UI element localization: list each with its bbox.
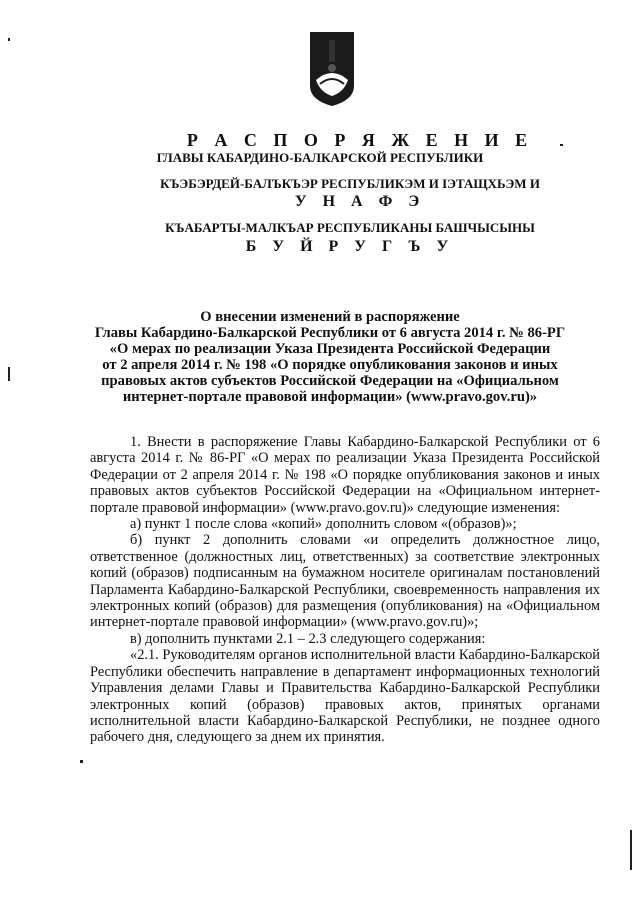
coat-of-arms-emblem: [308, 30, 356, 108]
title-line: от 2 апреля 2014 г. № 198 «О порядке опубликования законов и иных: [102, 357, 558, 373]
header-order-kbd: У Н А Ф Э: [294, 193, 426, 210]
paragraph-subitem-v: в) дополнить пунктами 2.1 – 2.3 следующего содержания:: [130, 630, 486, 647]
title-line: интернет-портале правовой информации» (www.pravo.gov.ru)»: [122, 389, 538, 405]
paragraph-item-2-1: «2.1. Руководителям органов исполнительной власти Кабардино-Балкарской Республики обеспечить направление в департамент информационных технологий Управления делами Главы и Правительства Кабардино-Балкарской Республики электронных копий (образов) правовых актов, принятых органами исполнительной власти Кабардино-Балкарской Республики, не позднее одного рабочего дня, следующего за днем их принятия.: [90, 647, 600, 746]
paragraph-item-1: 1. Внести в распоряжение Главы Кабардино-Балкарской Республики от 6 августа 2014 г. № 86-РГ «О мерах по реализации Указа Президента Российской Федерации от 2 апреля 2014 г. № 198 «О порядке опубликования законов и иных правовых актов субъектов Российской Федерации на «Официальном интернет-портале правовой информации» (www.pravo.gov.ru)» следующие изменения:: [90, 434, 600, 516]
scan-speck: [80, 760, 83, 763]
header-title-krc: КЪАБАРТЫ-МАЛКЪАР РЕСПУБЛИКАНЫ БАШЧЫСЫНЫ: [165, 220, 535, 235]
document-title: [60, 309, 600, 405]
header-title-kbd: КЪЭБЭРДЕЙ-БАЛЪКЪЭР РЕСПУБЛИКЭМ И ІЭТАЩХЬЭМ И: [160, 176, 540, 191]
scan-speck: [8, 367, 10, 381]
header-subtitle-ru: ГЛАВЫ КАБАРДИНО-БАЛКАРСКОЙ РЕСПУБЛИКИ: [156, 150, 484, 165]
header-title-ru: Р А С П О Р Я Ж Е Н И Е: [186, 130, 534, 150]
scan-speck: [8, 38, 10, 41]
paragraph-subitem-b: б) пункт 2 дополнить словами «и определить должностное лицо, ответственное (должностных лиц, ответственных) за соответствие электронных копий (образов) подписанным на бумажном носителе оригиналам постановлений Парламента Кабардино-Балкарской Республики, своевременность направления их электронных копий (образов) для размещения (опубликования) на «Официальном интернет-портале правовой информации» (www.pravo.gov.ru)»;: [90, 532, 600, 631]
title-line: «О мерах по реализации Указа Президента Российской Федерации: [109, 341, 551, 357]
document-body: [90, 434, 600, 746]
title-line: О внесении изменений в распоряжение: [200, 309, 460, 325]
scan-speck: [630, 830, 632, 870]
header-order-krc: Б У Й Р У Г Ъ У: [245, 238, 455, 255]
title-line: правовых актов субъектов Российской Федерации на «Официальном: [101, 373, 559, 389]
paragraph-subitem-a: а) пункт 1 после слова «копий» дополнить словом «(образов)»;: [130, 516, 517, 533]
scan-speck: [560, 144, 563, 146]
title-line: Главы Кабардино-Балкарской Республики от 6 августа 2014 г. № 86-РГ: [94, 325, 566, 341]
